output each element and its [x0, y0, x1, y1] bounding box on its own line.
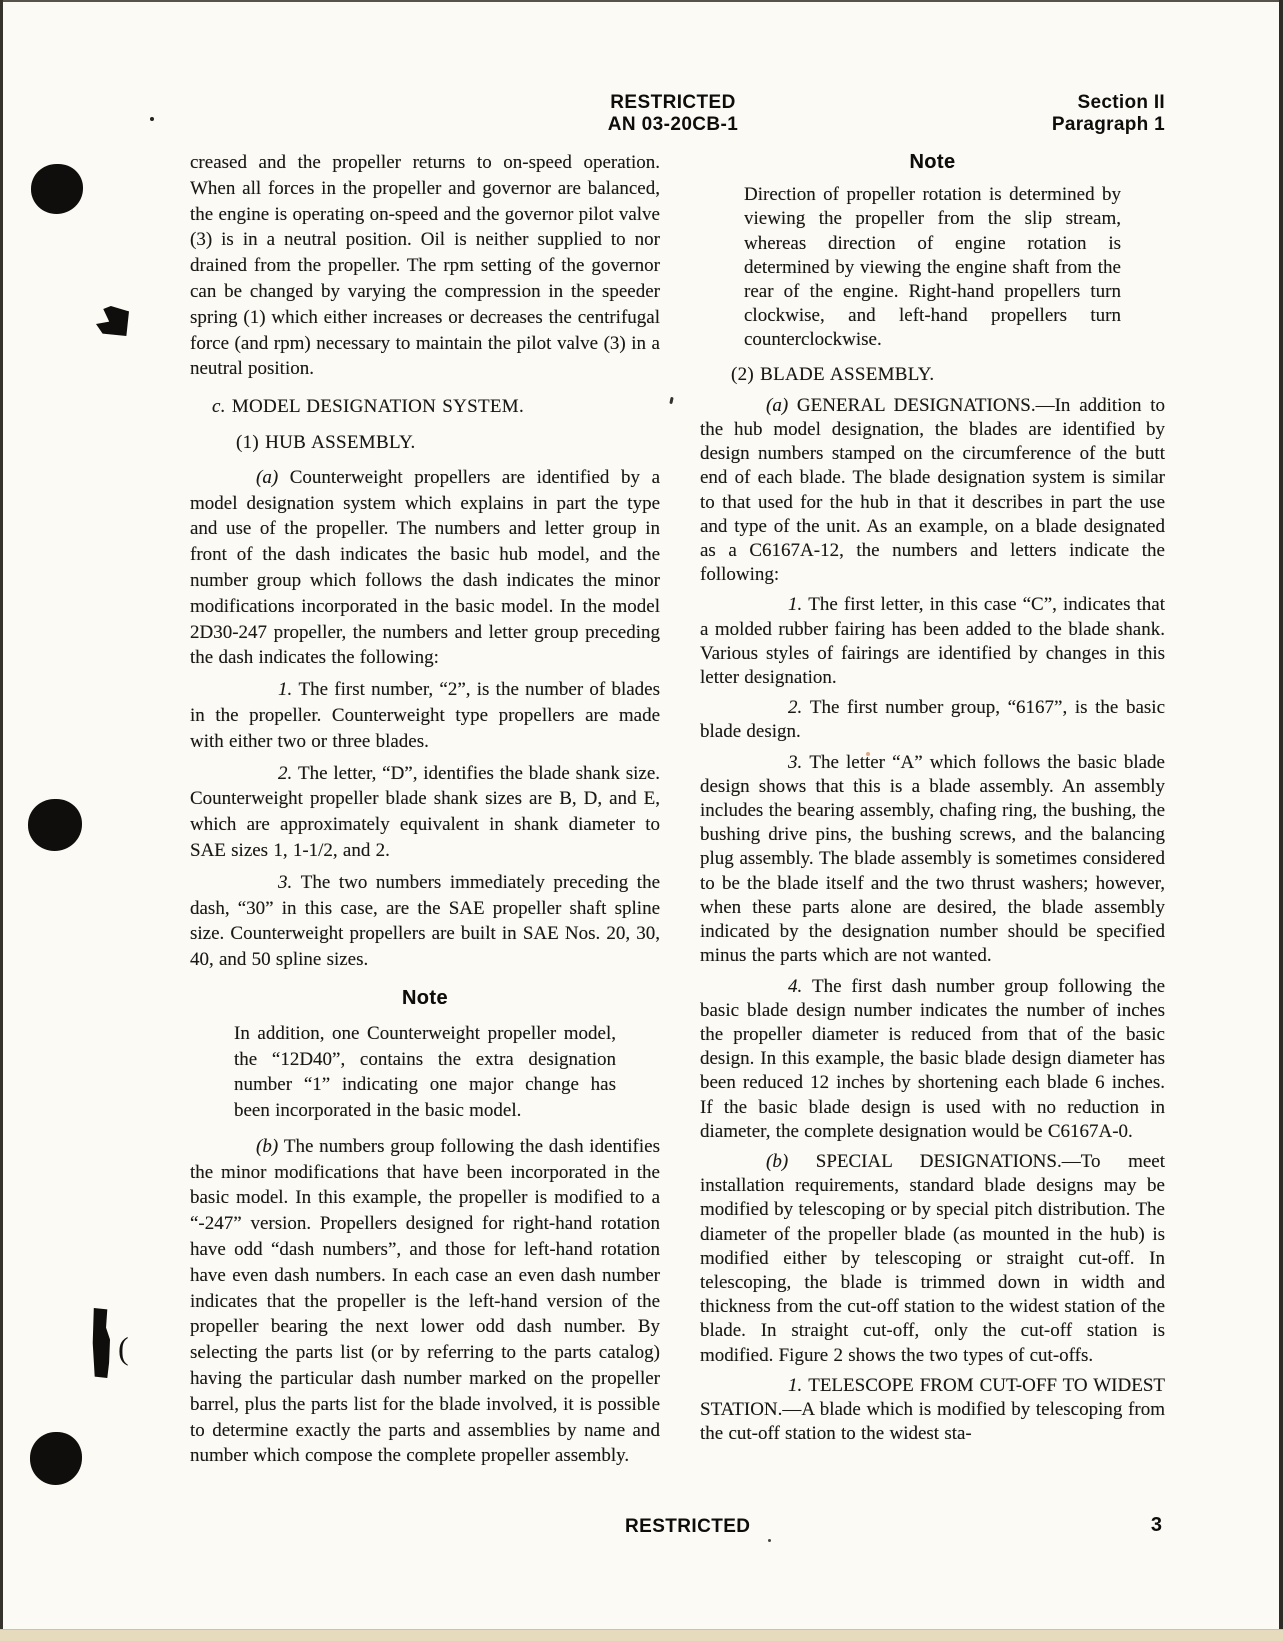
note-body-12d40: In addition, one Counterweight propeller model, the “12D40”, contains the extra designation number “1” indicating one major change has been incorporated in the basic model.: [234, 1022, 616, 1122]
ink-smudge-flag: [96, 306, 129, 336]
paragraph-a-hub: (a) Counterweight propellers are identified by a model designation system which explains in part the type and use of the propeller. The numbers and letter group in front of the dash indicates the basic hub model, and the number group which follows the dash indicates the minor modifications incorporated in the basic model. In the model 2D30-247 propeller, the numbers and letter group preceding the dash indicates the following:: [190, 466, 660, 669]
header-restricted-label: RESTRICTED: [610, 92, 736, 113]
paragraph-a-general-designations: (a) GENERAL DESIGNATIONS.—In addition to the hub model designation, the blades are identified by design numbers stamped on the circumference of the butt end of each blade. The blade designation system is similar to that used for the hub in that it describes in part the use and type of the unit. As an example, on a blade designated as a C6167A-12, the numbers and letters indicate the following:: [700, 394, 1166, 586]
ink-dot-top: [31, 164, 83, 214]
scan-edge-top: [0, 0, 1283, 2]
paragraph-b-special-designations: (b) SPECIAL DESIGNATIONS.—To meet installation requirements, standard blade designs may be modified by telescoping or by special pitch distribution. The diameter of the propeller blade (as mounted in the hub) is modified either by telescoping or straight cut-off. In telescoping, the blade is trimmed down in width and thickness from the cut-off station to the widest station of the blade. In straight cut-off, only the cut-off station is modified. Figure 2 shows the two types of cut-offs.: [700, 1150, 1165, 1366]
footer-restricted-label: RESTRICTED: [625, 1516, 751, 1537]
item-4-dash-number: 4. The first dash number group following the basic blade design number indicates the number of inches the propeller diameter is reduced from that of the basic design. In this example, the basic blade design diameter has been reduced 12 inches by shortening each blade 6 inches. If the basic blade design is used with no reduction in diameter, the complete designation would be C6167A-0.: [700, 975, 1166, 1142]
ink-speck-center: [669, 397, 673, 404]
item-1-first-letter: 1. The first letter, in this case “C”, indicates that a molded rubber fairing has been added to the blade shank. Various styles of fairings are identified by changes in this letter designation.: [700, 594, 1165, 689]
item-1-telescope: 1. TELESCOPE FROM CUT-OFF TO WIDEST STATION.—A blade which is modified by telescoping from the cut-off station to the widest sta-: [700, 1374, 1165, 1445]
ink-smudge-bar: [92, 1308, 110, 1378]
item-2-number-group: 2. The first number group, “6167”, is the basic blade design.: [700, 697, 1165, 743]
item-3-letter-a: 3. The letter “A” which follows the basic blade design shows that this is a blade assembly. An assembly includes the bearing assembly, chafing ring, the bushing, the bushing drive pins, the bushing screws, and the balancing plug assembly. The blade assembly is sometimes considered to be the blade itself and the two thrust washers; however, when these parts alone are desired, the blade assembly indicated by the designation number should be specified minus the parts which are not wanted.: [700, 751, 1165, 967]
scan-edge-right: [1279, 0, 1283, 1641]
ink-speck-footer: [768, 1539, 771, 1542]
heading-blade-assembly: (2) BLADE ASSEMBLY.: [731, 363, 935, 385]
item-3-spline-size: 3. The two numbers immediately preceding the dash, “30” in this case, are the SAE propeller shaft spline size. Counterweight propellers are built in SAE Nos. 20, 30, 40, and 50 spline sizes.: [190, 871, 660, 971]
heading-hub-assembly: (1) HUB ASSEMBLY.: [236, 431, 416, 453]
header-doc-number: AN 03-20CB-1: [607, 114, 739, 135]
ink-dot-bottom: [30, 1432, 82, 1485]
paragraph-b-dash-numbers: (b) The numbers group following the dash identifies the minor modifications that have been incorporated in the basic model. In this example, the propeller is modified to a “-247” version. Propellers designed for right-hand rotation have odd “dash numbers”, and those for left-hand rotation have even dash numbers. In each case an even dash number indicates that the propeller is the left-hand version of the propeller bearing the next lower odd dash number. By selecting the parts list (or by referring to the parts catalog) having the particular dash number marked on the propeller barrel, plus the parts list for the blade involved, it is possible to determine exactly the parts and assemblies by name and number which compose the complete propeller assembly.: [190, 1135, 660, 1467]
header-paragraph: Paragraph 1: [1051, 114, 1165, 135]
header-section: Section II: [1077, 92, 1165, 113]
scan-edge-bottom: [0, 1629, 1283, 1641]
page-header-center: [540, 92, 806, 136]
ink-mark-paren: (: [118, 1330, 129, 1366]
right-column: [700, 150, 1165, 1452]
paragraph-governor-operation: creased and the propeller returns to on-speed operation. When all forces in the propeller and governor are balanced, the engine is operating on-speed and the governor pilot valve (3) is in a neutral position. Oil is neither supplied to nor drained from the propeller. The rpm setting of the governor can be changed by varying the compression in the speeder spring (1) which either increases or decreases the centrifugal force (and rpm) necessary to maintain the pilot valve (3) in a neutral position.: [190, 152, 660, 380]
note-body-rotation: Direction of propeller rotation is determined by viewing the propeller from the slip stream, whereas direction of engine rotation is determined by viewing the engine shaft from the rear of the engine. Right-hand propellers turn clockwise, and left-hand propellers turn counterclockwise.: [744, 184, 1121, 351]
scan-edge-left: [0, 0, 3, 1641]
item-2-letter-d: 2. The letter, “D”, identifies the blade shank size. Counterweight propeller blade shank sizes are B, D, and E, which are approximately equivalent in shank diameter to SAE sizes 1, 1-1/2, and 2.: [190, 762, 661, 861]
page-header-right: [945, 92, 1165, 136]
ink-dot-middle: [28, 799, 82, 851]
footer-page-number: 3: [1150, 1514, 1162, 1536]
note-heading-left: Note: [401, 986, 449, 1009]
note-heading-right: Note: [909, 151, 956, 173]
left-column: [190, 150, 660, 1475]
item-1-first-number: 1. The first number, “2”, is the number of blades in the propeller. Counterweight type propellers are made with either two or three blades.: [190, 679, 660, 752]
heading-model-designation-system: c. MODEL DESIGNATION SYSTEM.: [212, 396, 525, 418]
ink-speck-top: [150, 117, 154, 121]
